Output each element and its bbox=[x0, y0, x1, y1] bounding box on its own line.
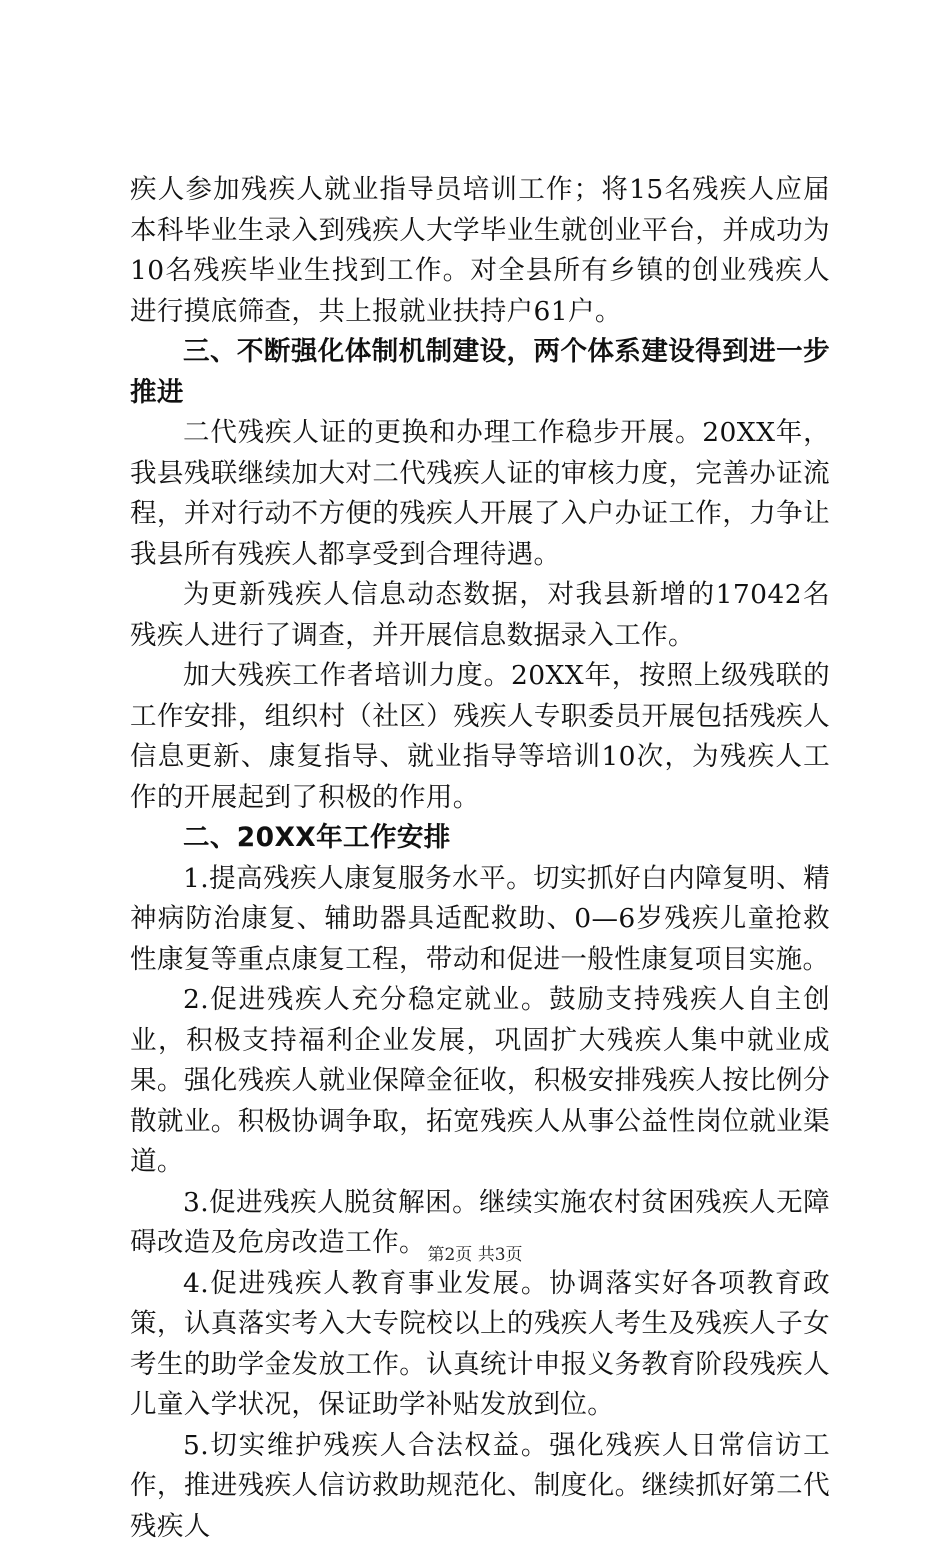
list-item-3: 3.促进残疾人脱贫解困。继续实施农村贫困残疾人无障碍改造及危房改造工作。 bbox=[130, 1183, 830, 1264]
page-footer: 第2页 共3页 bbox=[0, 1240, 950, 1265]
paragraph: 二代残疾人证的更换和办理工作稳步开展。20XX年，我县残联继续加大对二代残疾人证的审核力度，完善办证流程，并对行动不方便的残疾人开展了入户办证工作，力争让我县所有残疾人都享受到合理待遇。 bbox=[130, 413, 830, 575]
list-item-1: 1.提高残疾人康复服务水平。切实抓好白内障复明、精神病防治康复、辅助器具适配救助、0—6岁残疾儿童抢救性康复等重点康复工程，带动和促进一般性康复项目实施。 bbox=[130, 859, 830, 981]
section-heading-3: 三、不断强化体制机制建设，两个体系建设得到进一步推进 bbox=[130, 332, 830, 413]
section-heading-2: 二、20XX年工作安排 bbox=[130, 818, 830, 859]
paragraph: 为更新残疾人信息动态数据，对我县新增的17042名残疾人进行了调查，并开展信息数据录入工作。 bbox=[130, 575, 830, 656]
list-item-2: 2.促进残疾人充分稳定就业。鼓励支持残疾人自主创业，积极支持福利企业发展，巩固扩大残疾人集中就业成果。强化残疾人就业保障金征收，积极安排残疾人按比例分散就业。积极协调争取，拓宽残疾人从事公益性岗位就业渠道。 bbox=[130, 980, 830, 1183]
paragraph: 加大残疾工作者培训力度。20XX年，按照上级残联的工作安排，组织村（社区）残疾人专职委员开展包括残疾人信息更新、康复指导、就业指导等培训10次，为残疾人工作的开展起到了积极的作用。 bbox=[130, 656, 830, 818]
document-body bbox=[130, 170, 830, 1547]
list-item-4: 4.促进残疾人教育事业发展。协调落实好各项教育政策，认真落实考入大专院校以上的残疾人考生及残疾人子女考生的助学金发放工作。认真统计申报义务教育阶段残疾人儿童入学状况，保证助学补贴发放到位。 bbox=[130, 1264, 830, 1426]
paragraph-continuation: 疾人参加残疾人就业指导员培训工作；将15名残疾人应届本科毕业生录入到残疾人大学毕业生就创业平台，并成功为10名残疾毕业生找到工作。对全县所有乡镇的创业残疾人进行摸底筛查，共上报就业扶持户61户。 bbox=[130, 170, 830, 332]
list-item-5: 5.切实维护残疾人合法权益。强化残疾人日常信访工作，推进残疾人信访救助规范化、制度化。继续抓好第二代残疾人 bbox=[130, 1426, 830, 1547]
